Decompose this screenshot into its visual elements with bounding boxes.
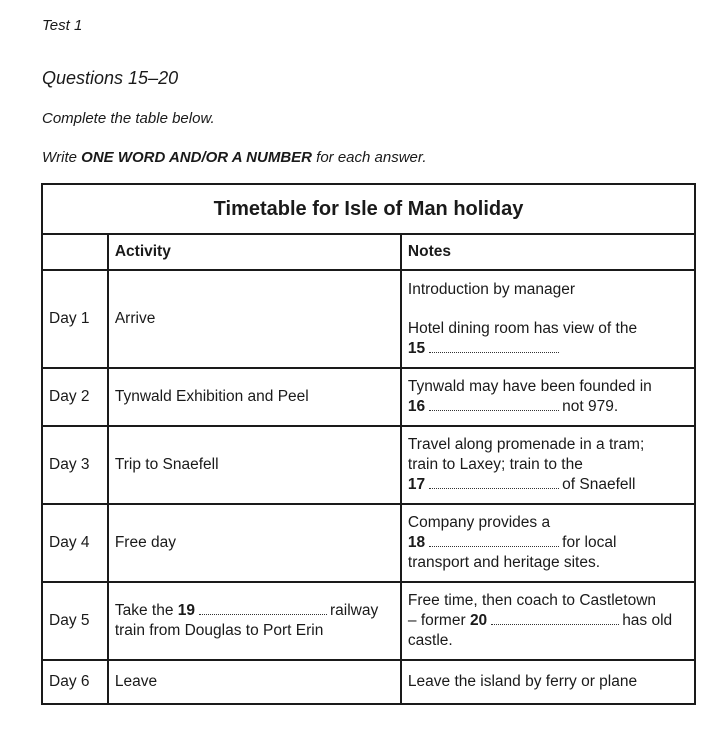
- questions-heading: Questions 15–20: [42, 68, 179, 88]
- table-row: [42, 426, 695, 504]
- activity-cell: [108, 582, 401, 660]
- instruction-post: for each answer.: [312, 149, 427, 166]
- notes-cell: Leave the island by ferry or plane: [401, 660, 695, 704]
- activity-cell: Free day: [108, 504, 401, 582]
- answer-blank[interactable]: [491, 623, 619, 625]
- notes-text: for local: [562, 534, 617, 551]
- answer-line: [408, 339, 688, 359]
- activity-cell: Leave: [108, 660, 401, 704]
- activity-cell: Arrive: [108, 270, 401, 368]
- instruction-word-limit-bold: ONE WORD AND/OR A NUMBER: [81, 149, 312, 166]
- test-label: Test 1: [42, 17, 83, 34]
- notes-cell: [401, 426, 695, 504]
- day-cell: Day 4: [42, 504, 108, 582]
- question-number: 18: [407, 534, 426, 551]
- activity-line: train from Douglas to Port Erin: [114, 622, 324, 639]
- notes-line: Hotel dining room has view of the: [407, 319, 638, 337]
- instruction-word-limit: [42, 149, 427, 166]
- table-row: [42, 368, 695, 426]
- timetable: [41, 183, 696, 705]
- answer-line: [408, 611, 688, 631]
- header-day: [42, 234, 108, 270]
- question-number: 20: [469, 612, 488, 629]
- activity-line: [115, 601, 394, 621]
- header-notes: Notes: [401, 234, 695, 270]
- header-activity: Activity: [108, 234, 401, 270]
- notes-line: transport and heritage sites.: [407, 554, 601, 571]
- table-row: [42, 504, 695, 582]
- notes-text: of Snaefell: [562, 476, 636, 493]
- day-cell: Day 1: [42, 270, 108, 368]
- answer-blank[interactable]: [429, 545, 559, 547]
- notes-cell: [401, 582, 695, 660]
- notes-line: Travel along promenade in a tram;: [407, 436, 645, 453]
- question-number: 17: [407, 476, 426, 493]
- notes-line: Company provides a: [407, 514, 551, 531]
- notes-text: not 979.: [562, 398, 619, 415]
- activity-text: Take the: [114, 602, 174, 619]
- notes-line: Tynwald may have been founded in: [407, 378, 652, 395]
- table-row: [42, 582, 695, 660]
- day-cell: Day 6: [42, 660, 108, 704]
- answer-blank[interactable]: [429, 409, 559, 411]
- instruction-pre: Write: [42, 149, 82, 166]
- notes-cell: [401, 504, 695, 582]
- notes-text: has old: [622, 612, 673, 629]
- answer-blank[interactable]: [199, 613, 327, 615]
- answer-blank[interactable]: [429, 487, 559, 489]
- day-cell: Day 2: [42, 368, 108, 426]
- instruction-complete-table: Complete the table below.: [42, 110, 215, 127]
- question-number: 19: [177, 602, 196, 619]
- notes-cell: [401, 270, 695, 368]
- activity-cell: Trip to Snaefell: [108, 426, 401, 504]
- answer-line: [408, 397, 688, 417]
- answer-blank[interactable]: [429, 351, 559, 353]
- notes-text: – former: [407, 612, 466, 629]
- activity-cell: Tynwald Exhibition and Peel: [108, 368, 401, 426]
- question-number: 15: [407, 339, 426, 357]
- notes-line: Free time, then coach to Castletown: [407, 592, 657, 609]
- notes-cell: [401, 368, 695, 426]
- answer-line: [408, 475, 688, 495]
- activity-text: railway: [330, 602, 379, 619]
- notes-line: train to Laxey; train to the: [407, 456, 583, 473]
- table-row: [42, 660, 695, 704]
- answer-line: [408, 533, 688, 553]
- day-cell: Day 5: [42, 582, 108, 660]
- table-row: [42, 270, 695, 368]
- table-title: Timetable for Isle of Man holiday: [42, 184, 695, 234]
- notes-line: castle.: [407, 632, 453, 649]
- notes-line: Introduction by manager: [407, 280, 576, 298]
- question-number: 16: [407, 398, 426, 415]
- day-cell: Day 3: [42, 426, 108, 504]
